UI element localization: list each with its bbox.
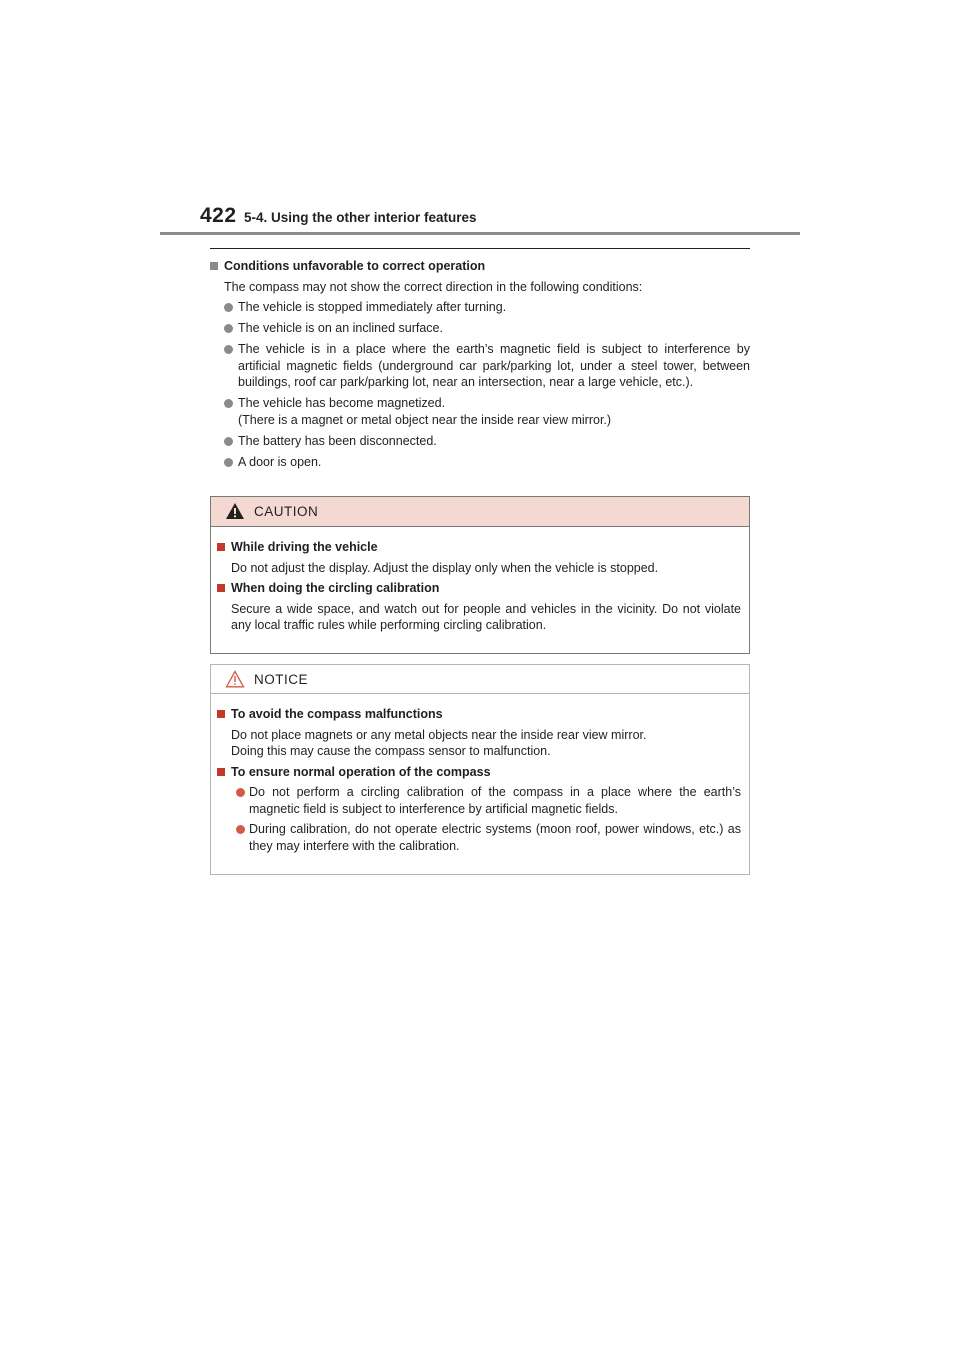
circle-bullet-icon — [224, 303, 233, 312]
conditions-intro: The compass may not show the correct direction in the following conditions: — [224, 279, 643, 294]
notice-item-heading-text: To avoid the compass malfunctions — [231, 707, 443, 721]
square-bullet-icon — [217, 543, 225, 551]
square-bullet-icon — [217, 584, 225, 592]
circle-bullet-icon — [224, 399, 233, 408]
conditions-list — [210, 299, 750, 470]
list-item-text: A door is open. — [238, 454, 322, 469]
notice-title: NOTICE — [254, 672, 309, 687]
caution-item — [217, 580, 741, 634]
list-item-text: The battery has been disconnected. — [238, 433, 437, 448]
caution-item-text: Secure a wide space, and watch out for people and vehicles in the vicinity. Do not violate any local traffic rules while performing circling calibration. — [231, 601, 741, 632]
caution-item-heading — [217, 580, 741, 597]
notice-item-heading — [217, 706, 741, 723]
notice-item-heading-text: To ensure normal operation of the compass — [231, 764, 491, 779]
warning-triangle-icon — [225, 670, 245, 688]
list-item-text: The vehicle is stopped immediately after turning. — [238, 300, 507, 314]
notice-item — [217, 764, 741, 855]
list-item-subtext: (There is a magnet or metal object near the inside rear view mirror.) — [238, 412, 612, 427]
list-item-text: The vehicle has become magnetized. — [238, 396, 446, 410]
notice-item-text — [217, 727, 741, 760]
caution-header — [211, 497, 749, 527]
caution-item-text: Do not adjust the display. Adjust the display only when the vehicle is stopped. — [231, 560, 659, 575]
caution-item-heading-text: While driving the vehicle — [231, 540, 378, 554]
header-divider — [160, 232, 800, 235]
circle-bullet-icon — [224, 345, 233, 354]
list-item — [210, 433, 750, 450]
caution-item-heading-text: When doing the circling calibration — [231, 581, 440, 595]
list-item — [210, 395, 750, 428]
circle-bullet-icon — [224, 437, 233, 446]
section-title: 5-4. Using the other interior features — [244, 210, 477, 225]
notice-text-line: Doing this may cause the compass sensor to malfunction. — [231, 744, 551, 758]
caution-title: CAUTION — [254, 504, 319, 519]
conditions-heading-text: Conditions unfavorable to correct operation — [224, 259, 486, 273]
list-item — [210, 299, 750, 316]
list-item — [210, 341, 750, 391]
conditions-heading — [210, 258, 750, 275]
list-item — [217, 784, 741, 817]
list-item — [217, 821, 741, 854]
content-divider — [210, 248, 750, 249]
notice-body — [211, 694, 749, 854]
list-item-text: Do not perform a circling calibration of the compass in a place where the earth’s magnetic field is subject to interference by artificial magnetic fields. — [249, 785, 741, 816]
notice-item-heading — [217, 764, 741, 781]
list-item — [210, 454, 750, 471]
square-bullet-icon — [210, 262, 218, 270]
circle-bullet-icon — [224, 324, 233, 333]
square-bullet-icon — [217, 768, 225, 776]
notice-box — [210, 664, 750, 875]
square-bullet-icon — [217, 710, 225, 718]
circle-bullet-icon — [236, 788, 245, 797]
notice-text-line: Do not place magnets or any metal objects near the inside rear view mirror. — [231, 727, 647, 742]
list-item — [210, 320, 750, 337]
circle-bullet-icon — [224, 458, 233, 467]
list-item-text: The vehicle is in a place where the earth’s magnetic field is subject to interference by artificial magnetic fields (underground car park/parking lot, under a steel tower, between buildings, roof car park/parking lot, near an intersection, near a large vehicle, etc.). — [238, 342, 750, 389]
notice-header — [211, 665, 749, 694]
circle-bullet-icon — [236, 825, 245, 834]
page-number: 422 — [200, 204, 237, 227]
list-item-text: The vehicle is on an inclined surface. — [238, 321, 443, 335]
caution-item — [217, 539, 741, 576]
conditions-section — [210, 258, 750, 475]
notice-item — [217, 706, 741, 760]
warning-triangle-icon — [225, 502, 245, 520]
list-item-text: During calibration, do not operate electric systems (moon roof, power windows, etc.) as they may interfere with the calibration. — [249, 822, 741, 853]
caution-item-heading — [217, 539, 741, 556]
caution-body — [211, 527, 749, 634]
caution-box — [210, 496, 750, 654]
